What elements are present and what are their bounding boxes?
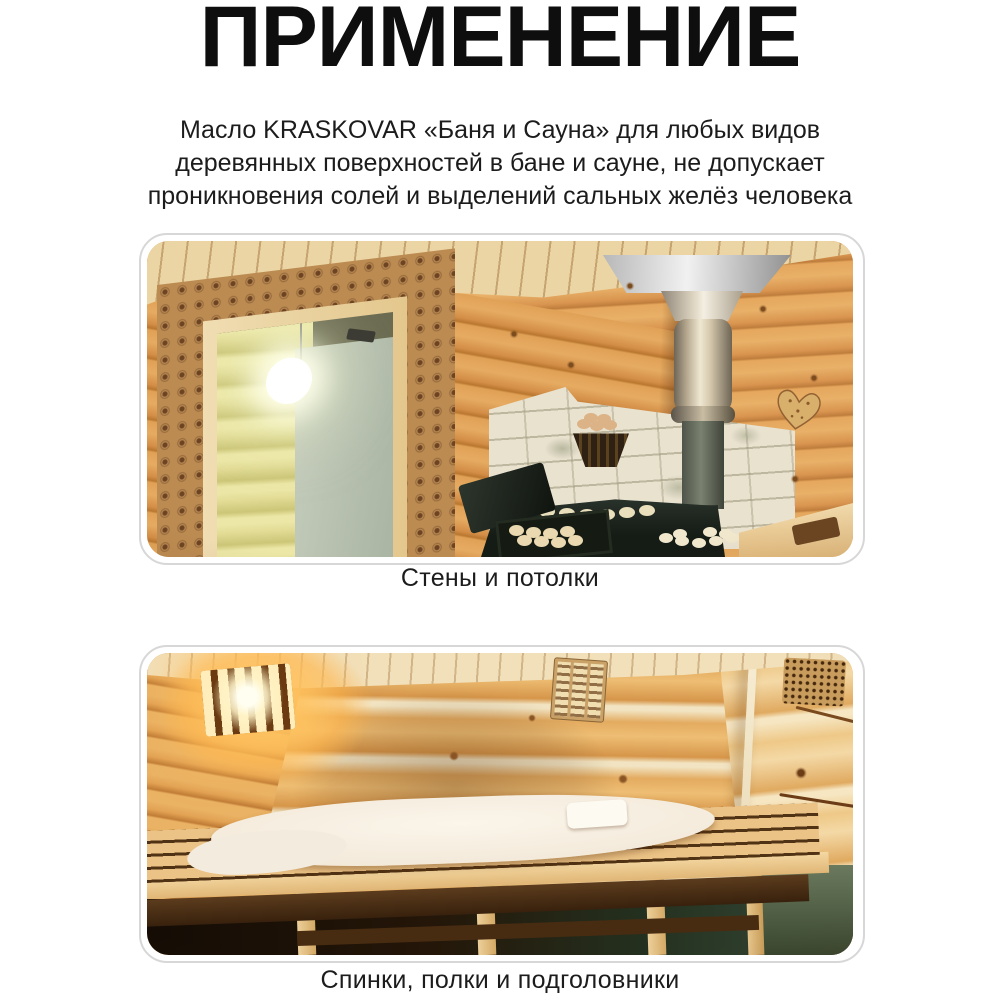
- photo-vignette: [147, 241, 853, 557]
- sauna-benches-photo: [147, 653, 853, 955]
- description-line: проникновения солей и выделений сальных желёз человека: [147, 182, 853, 210]
- description-line: деревянных поверхностей в бане и сауне, не допускает: [175, 149, 825, 177]
- sauna-stove-photo: [147, 241, 853, 557]
- photo-card-walls: [139, 233, 865, 565]
- description-line: Масло KRASKOVAR «Баня и Сауна» для любых видов: [179, 116, 821, 144]
- caption-benches: Спинки, полки и подголовники: [320, 966, 680, 994]
- description: [0, 114, 1000, 213]
- photo-card-benches: [139, 645, 865, 963]
- photo-vignette: [147, 653, 853, 955]
- caption-walls: Стены и потолки: [400, 564, 600, 592]
- page-title: ПРИМЕНЕНИЕ: [199, 0, 801, 85]
